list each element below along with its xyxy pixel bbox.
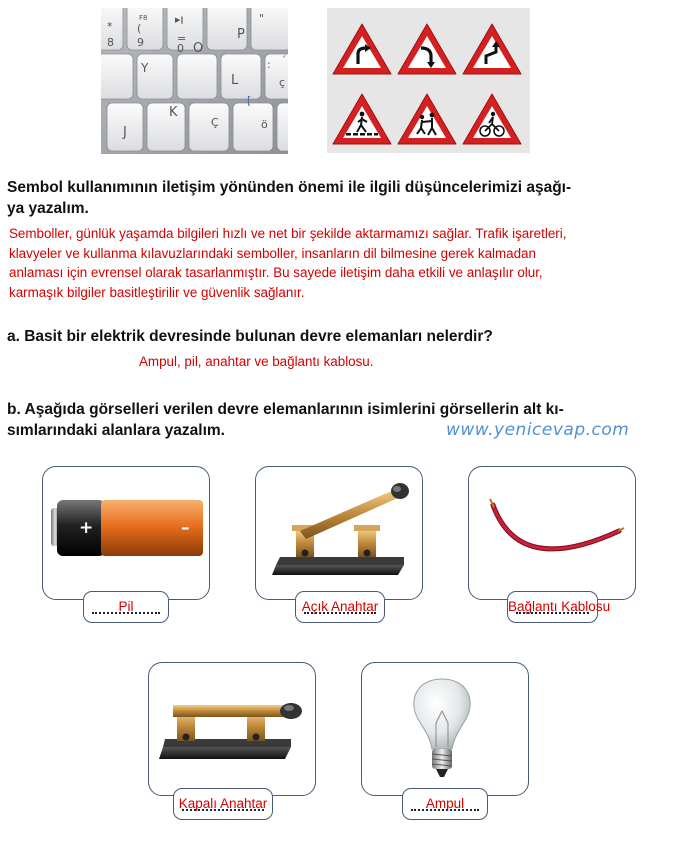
cyclist-sign bbox=[463, 94, 521, 144]
key-legend: K bbox=[169, 105, 178, 120]
minus-icon: – bbox=[181, 518, 190, 538]
key-legend: * bbox=[107, 20, 113, 33]
traffic-signs-photo bbox=[327, 8, 530, 153]
closed-switch-card bbox=[148, 662, 316, 796]
keyboard-photo bbox=[101, 8, 288, 154]
key-legend: Ç bbox=[211, 116, 219, 129]
bulb-label-field[interactable] bbox=[402, 788, 488, 820]
part-a-answer: Ampul, pil, anahtar ve bağlantı kablosu. bbox=[139, 354, 374, 369]
battery-label: Pil bbox=[118, 599, 134, 614]
bulb-label: Ampul bbox=[425, 796, 465, 811]
key-legend: F8 bbox=[139, 14, 148, 22]
closed-switch-label: Kapalı Anahtar bbox=[178, 796, 268, 811]
watermark: www.yenicevap.com bbox=[446, 420, 630, 440]
key-legend: Y bbox=[141, 61, 149, 75]
key-legend: 8 bbox=[107, 36, 114, 49]
intro-question-line: ya yazalım. bbox=[7, 200, 89, 217]
key-legend: 9 bbox=[137, 36, 144, 49]
intro-question bbox=[7, 177, 672, 219]
key-legend: L bbox=[231, 73, 239, 88]
bulb-image bbox=[362, 663, 528, 795]
intro-answer bbox=[9, 224, 677, 302]
answer-line: Semboller, günlük yaşamda bilgileri hızlı ve net bir şekilde aktarmamızı sağlar. Trafik işaretleri, bbox=[9, 226, 567, 241]
part-a-question: a. Basit bir elektrik devresinde bulunan devre elemanları nelerdir? bbox=[7, 328, 493, 345]
key-legend: : bbox=[267, 58, 271, 71]
key-legend: " bbox=[259, 12, 265, 25]
cable-label-field[interactable] bbox=[507, 591, 611, 623]
open-switch-image bbox=[256, 467, 422, 599]
key-legend: [ bbox=[247, 94, 252, 107]
pedestrian-crossing-sign bbox=[333, 94, 391, 144]
answer-line: karmaşık bilgiler basitleştirilir ve güvenlik sağlanır. bbox=[9, 284, 305, 300]
bulb-card bbox=[361, 662, 529, 796]
key-legend: O bbox=[193, 41, 204, 56]
cable-card bbox=[468, 466, 636, 600]
answer-line: klavyeler ve kullanma kılavuzlarındaki semboller, insanların dil bilmesine gerek kalmadan bbox=[9, 245, 536, 261]
key-legend: ç bbox=[279, 76, 286, 89]
key-legend: ö bbox=[261, 118, 268, 131]
school-children-sign bbox=[398, 94, 456, 144]
key-legend: 0 bbox=[177, 42, 184, 55]
battery-image bbox=[43, 467, 209, 599]
battery-card bbox=[42, 466, 210, 600]
key-legend: ( bbox=[137, 22, 142, 35]
key-legend: P bbox=[237, 27, 245, 42]
left-curve-sign bbox=[333, 24, 391, 74]
part-b-question-line: b. Aşağıda görselleri verilen devre elemanlarının isimlerini görsellerin alt kı- bbox=[7, 401, 564, 418]
right-curve-sign bbox=[398, 24, 456, 74]
key-legend: = bbox=[177, 32, 187, 45]
keyboard-image bbox=[101, 8, 288, 154]
cable-image bbox=[469, 467, 635, 599]
battery-label-field[interactable] bbox=[83, 591, 169, 623]
part-b-question-line: sımlarındaki alanlara yazalım. bbox=[7, 422, 225, 439]
key-legend: J bbox=[123, 125, 127, 140]
open-switch-label-field[interactable] bbox=[295, 591, 385, 623]
traffic-signs-image bbox=[327, 8, 530, 153]
plus-icon: + bbox=[79, 518, 94, 538]
open-switch-card bbox=[255, 466, 423, 600]
intro-question-line: Sembol kullanımının iletişim yönünden önemi ile ilgili düşüncelerimizi aşağı- bbox=[7, 179, 572, 196]
cable-label: Bağlantı Kablosu bbox=[508, 599, 611, 614]
closed-switch-image bbox=[149, 663, 315, 795]
closed-switch-label-field[interactable] bbox=[173, 788, 273, 820]
answer-line: anlaması için evrensel olarak tasarlanmıştır. Bu sayede iletişim daha etkili ve anlaşılır olur, bbox=[9, 265, 543, 281]
double-curve-sign bbox=[463, 24, 521, 74]
key-legend: ▶‖ bbox=[175, 16, 184, 24]
open-switch-label: Açık Anahtar bbox=[301, 599, 379, 614]
key-legend: ´ bbox=[281, 54, 287, 67]
